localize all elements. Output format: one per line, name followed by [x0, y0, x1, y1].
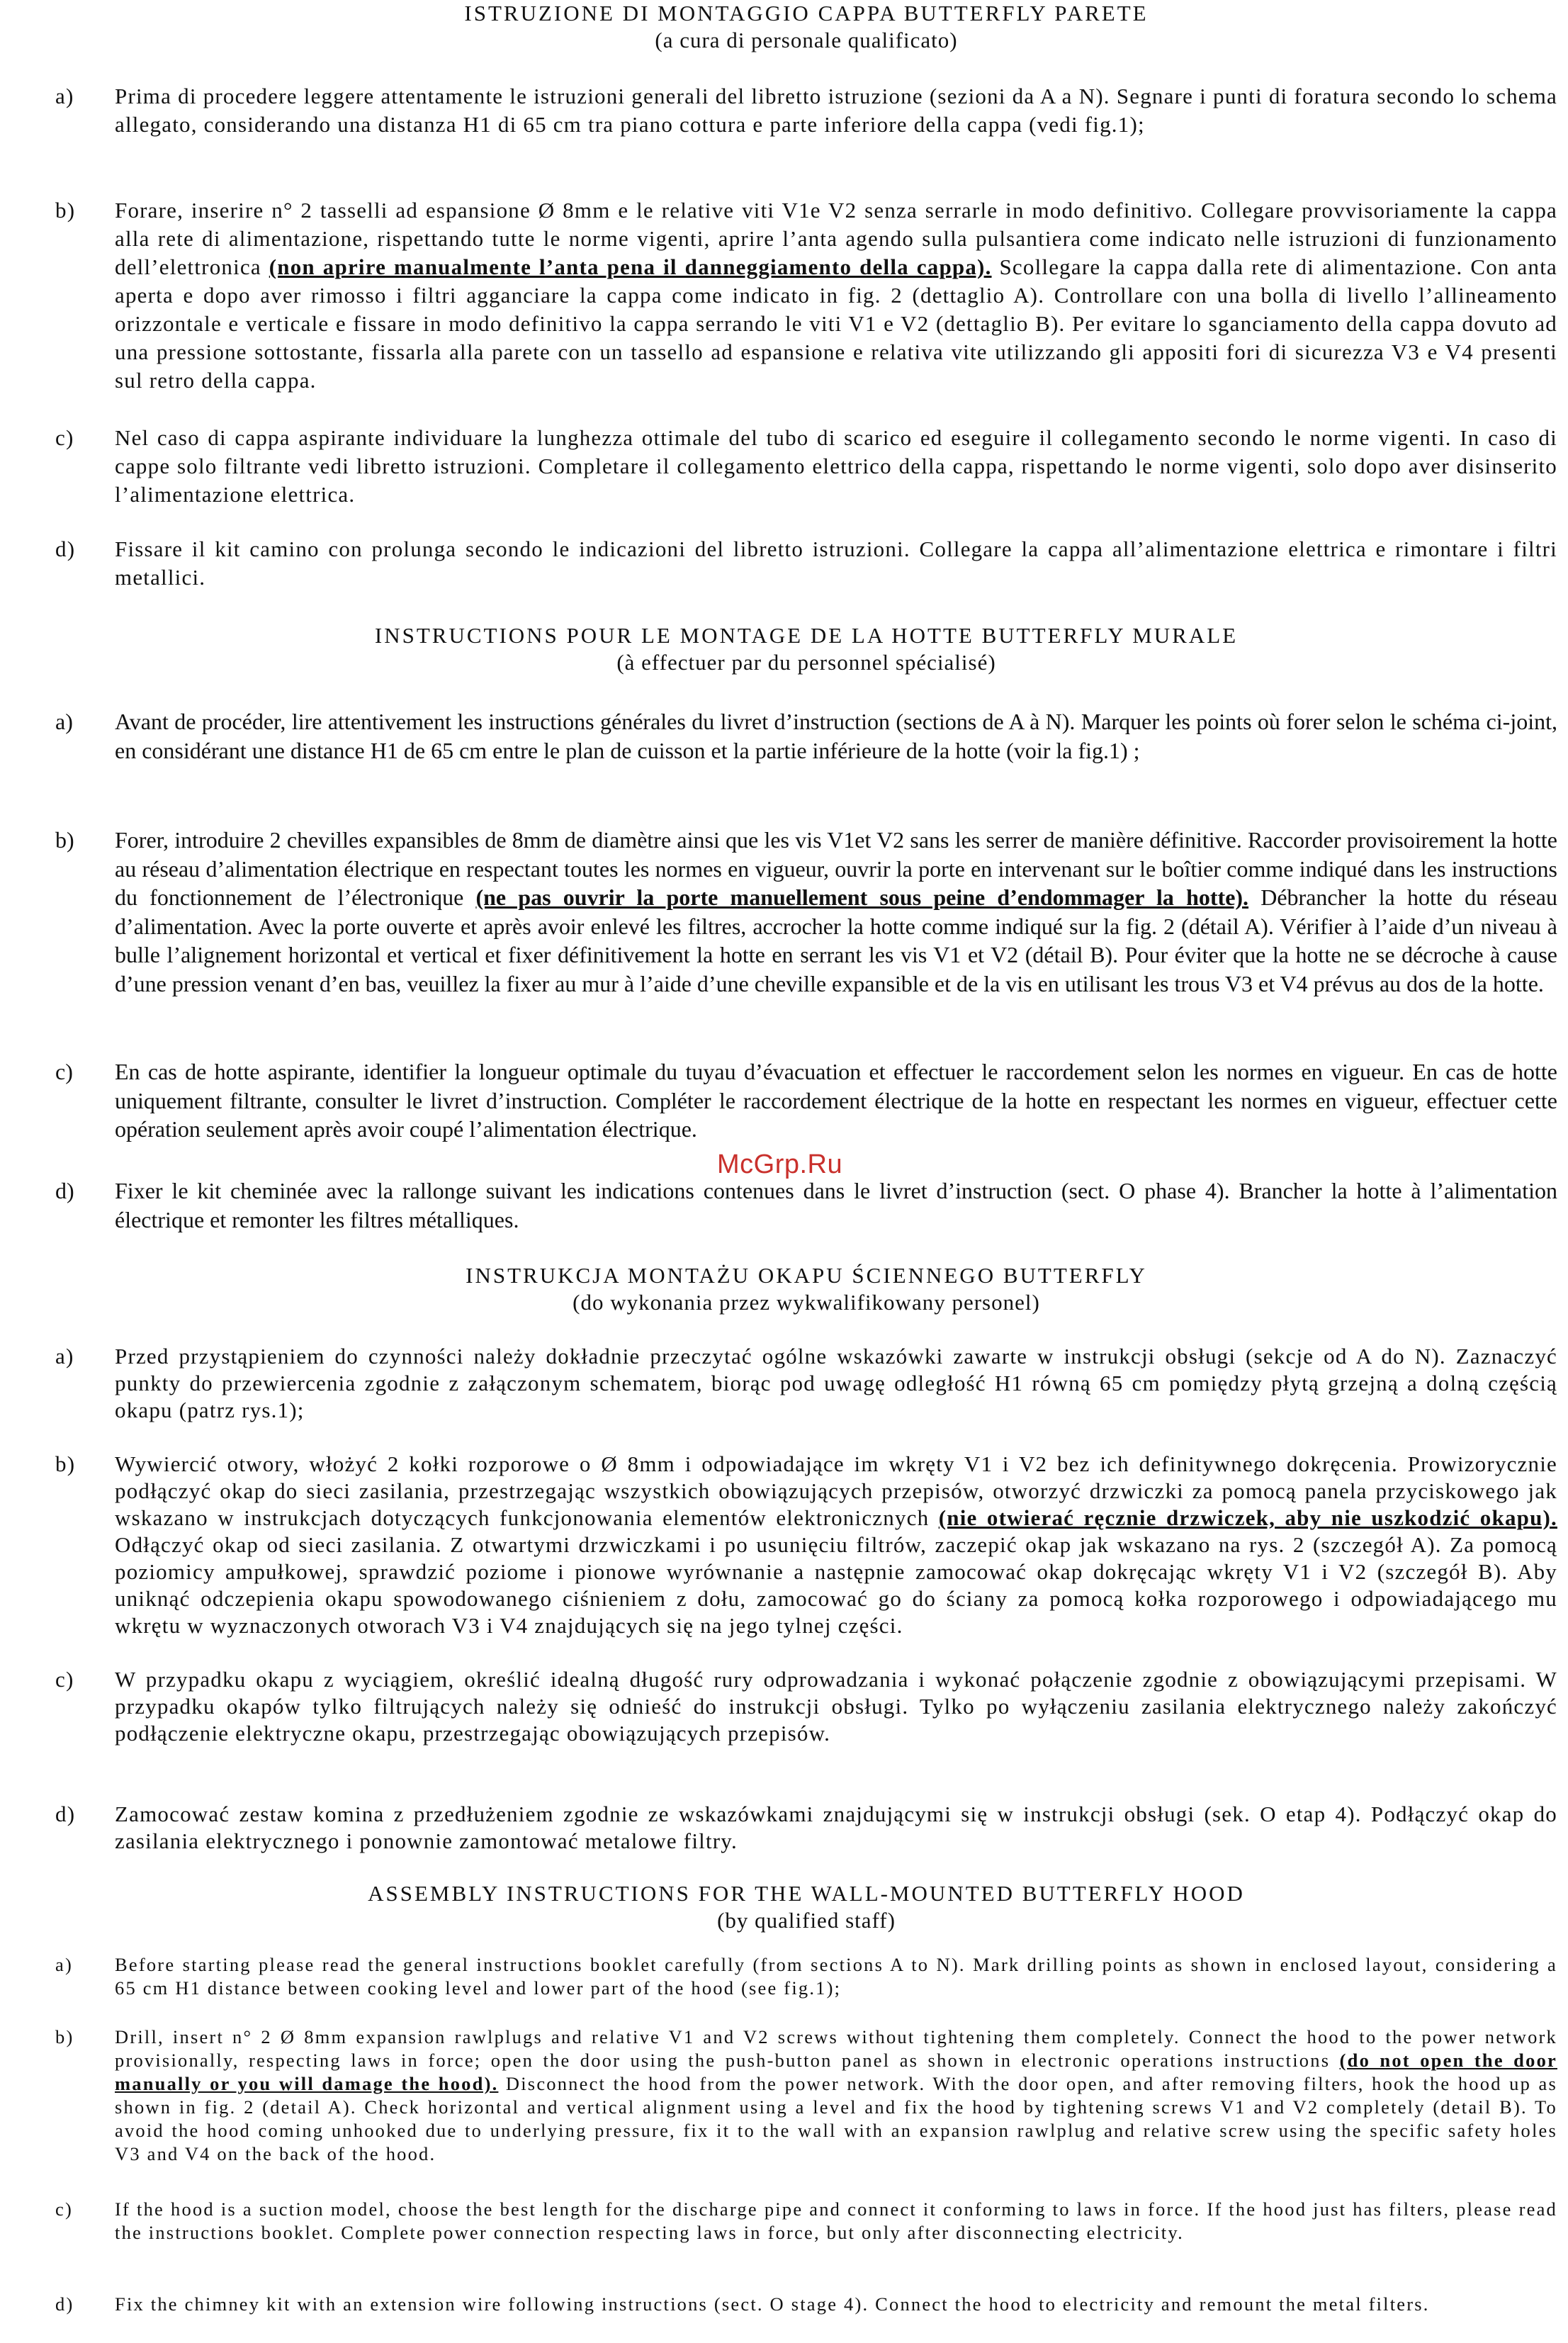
item-label: a) — [55, 84, 74, 108]
instruction-item-b — [55, 1451, 1557, 1639]
section-subtitle: (a cura di personale qualificato) — [655, 28, 958, 52]
item-text — [115, 1451, 1557, 1639]
section-polish — [55, 1262, 1557, 1853]
item-label: a) — [55, 1954, 73, 1975]
instruction-item-b — [55, 2025, 1557, 2166]
section-subtitle: (à effectuer par du personnel spécialisé) — [616, 650, 996, 675]
instruction-item-d — [55, 535, 1557, 592]
item-text: Prima di procedere leggere attentamente le istruzioni generali del libretto istruzione (sezioni da A a N). Segnare i punti di foratura secondo lo schema allegato, considerando una distanza H1 di 65 cm tra piano cottura e parte inferiore della cappa (vedi fig.1); — [115, 84, 1557, 137]
instruction-item-a — [55, 707, 1557, 765]
section-title: INSTRUKCJA MONTAŻU OKAPU ŚCIENNEGO BUTTERFLY — [466, 1263, 1147, 1288]
item-label: c) — [55, 1059, 73, 1084]
warning-text: (ne pas ouvrir la porte manuellement sous peine d’endommager la hotte). — [475, 884, 1249, 910]
instruction-item-a — [55, 1343, 1557, 1424]
item-label: d) — [55, 536, 76, 561]
item-label: d) — [55, 1178, 74, 1203]
section-italian — [55, 0, 1557, 590]
item-text: If the hood is a suction model, choose the best length for the discharge pipe and connect it conforming to laws in force. If the hood just has filters, please read the instructions booklet. Complete power connection respecting laws in force, but only after disconnecting electricity. — [115, 2198, 1557, 2243]
section-heading — [55, 1262, 1557, 1316]
instruction-item-b — [55, 196, 1557, 395]
item-text: Fissare il kit camino con prolunga secondo le indicazioni del libretto istruzioni. Collegare la cappa all’alimentazione elettrica e rimontare i filtri metallici. — [115, 536, 1557, 590]
warning-text: (nie otwierać ręcznie drzwiczek, aby nie uszkodzić okapu). — [938, 1505, 1557, 1530]
item-label: a) — [55, 709, 73, 734]
section-subtitle: (do wykonania przez wykwalifikowany personel) — [573, 1290, 1040, 1315]
instruction-item-d — [55, 2293, 1557, 2316]
section-subtitle: (by qualified staff) — [717, 1908, 896, 1933]
instruction-item-b — [55, 826, 1557, 998]
item-text: Before starting please read the general instructions booklet carefully (from sections A to N). Mark drilling points as shown in enclosed layout, considering a 65 cm H1 distance between cooking level and lower part of the hood (see fig.1); — [115, 1954, 1557, 1999]
item-label: b) — [55, 1451, 76, 1476]
item-label: b) — [55, 2026, 74, 2047]
item-label: a) — [55, 1344, 74, 1369]
item-text: Fixer le kit cheminée avec la rallonge suivant les indications contenues dans le livret d’instruction (sect. O phase 4). Brancher la hotte à l’alimentation électrique et remonter les filtres métalliques. — [115, 1178, 1557, 1232]
item-text-part: Drill, insert n° 2 Ø 8mm expansion rawlplugs and relative V1 and V2 screws without tightening them completely. Connect the hood to the power network provisionally, respecting laws in force; open the door using the push-button panel as shown in electronic operations instructions — [115, 2026, 1557, 2071]
item-text: Avant de procéder, lire attentivement les instructions générales du livret d’instruction (sections de A à N). Marquer les points où forer selon le schéma ci-joint, en considérant une distance H1 de 65 cm entre le plan de cuisson et la partie inférieure de la hotte (voir la fig.1) ; — [115, 709, 1557, 763]
warning-text: (non aprire manualmente l’anta pena il danneggiamento della cappa). — [269, 254, 992, 279]
instruction-item-c — [55, 2198, 1557, 2244]
instruction-item-c — [55, 1666, 1557, 1747]
item-text: Przed przystąpieniem do czynności należy dokładnie przeczytać ogólne wskazówki zawarte w instrukcji obsługi (sekcje od A do N). Zaznaczyć punkty do przewiercenia zgodnie z załączonym schematem, biorąc pod uwagę odległość H1 równą 65 cm pomiędzy płytą grzejną a dolną częścią okapu (patrz rys.1); — [115, 1344, 1557, 1422]
item-label: c) — [55, 2198, 73, 2220]
section-english — [55, 1880, 1557, 2315]
section-title: ASSEMBLY INSTRUCTIONS FOR THE WALL-MOUNTED BUTTERFLY HOOD — [368, 1881, 1245, 1906]
section-title: INSTRUCTIONS POUR LE MONTAGE DE LA HOTTE BUTTERFLY MURALE — [374, 623, 1239, 648]
item-text — [115, 196, 1557, 395]
instruction-item-d — [55, 1176, 1557, 1234]
item-text-part: Wywiercić otwory, włożyć 2 kołki rozporowe o Ø 8mm i odpowiadające im wkręty V1 i V2 bez ich definitywnego dokręcenia. Prowizorycznie podłączyć okap do sieci zasilania, przestrzegając wszystkich obowiązujących przepisów, otworzyć drzwiczki za pomocą panela przyciskowego jak wskazano w instrukcjach dotyczących funkcjonowania elementów elektronicznych — [115, 1451, 1557, 1530]
watermark: McGrp.Ru — [717, 1150, 843, 1179]
item-text-part: Forer, introduire 2 chevilles expansibles de 8mm de diamètre ainsi que les vis V1et V2 sans les serrer de manière définitive. Raccorder provisoirement la hotte au réseau d’alimentation électrique en respectant toutes les normes en vigueur, ouvrir la porte en intervenant sur le boîtier comme indiqué dans les instructions du fonctionnement de l’électronique — [115, 827, 1557, 910]
item-text-part: Disconnect the hood from the power network. With the door open, and after removing filters, hook the hood up as shown in fig. 2 (detail A). Check horizontal and vertical alignment using a level and fix the hood by tightening screws V1 and V2 completely (detail B). To avoid the hood coming unhooked due to underlying pressure, fix it to the wall with an expansion rawlplug and relative screw using the specific safety holes V3 and V4 on the back of the hood. — [115, 2073, 1557, 2164]
item-text: W przypadku okapu z wyciągiem, określić idealną długość rury odprowadzania i wykonać połączenie zgodnie z obowiązującymi przepisami. W przypadku okapów tylko filtrujących należy się odnieść do instrukcji obsługi. Tylko po wyłączeniu zasilania elektrycznego należy zakończyć podłączenie elektryczne okapu, przestrzegając obowiązujących przepisów. — [115, 1667, 1557, 1746]
instruction-item-a — [55, 82, 1557, 139]
item-label: d) — [55, 1802, 76, 1826]
instruction-item-c — [55, 424, 1557, 509]
item-text — [115, 2025, 1557, 2166]
section-heading — [55, 1880, 1557, 1934]
item-label: d) — [55, 2293, 74, 2315]
item-label: b) — [55, 827, 74, 853]
item-label: b) — [55, 198, 76, 223]
item-text: Nel caso di cappa aspirante individuare la lunghezza ottimale del tubo di scarico ed eseguire il collegamento secondo le norme vigenti. In caso di cappe solo filtrante vedi libretto istruzioni. Completare il collegamento elettrico della cappa, rispettando le norme vigenti, solo dopo aver disinserito l’alimentazione elettrica. — [115, 425, 1557, 507]
item-text-part: Forare, inserire n° 2 tasselli ad espansione Ø 8mm e le relative viti V1e V2 senza serrarle in modo definitivo. Collegare provvisoriamente la cappa alla rete di alimentazione, rispettando tutte le norme vigenti, aprire l’anta agendo sulla pulsantiera come indicato nelle istruzioni di funzionamento dell’elettronica — [115, 198, 1557, 279]
item-label: c) — [55, 425, 74, 450]
section-heading — [55, 0, 1557, 54]
item-text — [115, 826, 1557, 998]
item-label: c) — [55, 1667, 74, 1692]
instruction-item-a — [55, 1953, 1557, 2000]
item-text: Fix the chimney kit with an extension wire following instructions (sect. O stage 4). Connect the hood to electricity and remount the metal filters. — [115, 2293, 1430, 2315]
warning-text: (do not open the door manually or you will damage the hood). — [115, 2050, 1557, 2094]
item-text: Zamocować zestaw komina z przedłużeniem zgodnie ze wskazówkami znajdującymi się w instrukcji obsługi (sek. O etap 4). Podłączyć okap do zasilania elektrycznego i ponownie zamontować metalowe filtry. — [115, 1802, 1557, 1853]
item-text-part: Débrancher la hotte du réseau d’alimentation. Avec la porte ouverte et après avoir enlevé les filtres, accrocher la hotte comme indiqué sur la fig. 2 (détail A). Vérifier à l’aide d’un niveau à bulle l’alignement horizontal et vertical et fixer définitivement la hotte en serrant les vis V1 et V2 (détail B). Pour éviter que la hotte ne se décroche à cause d’une pression venant d’en bas, veuillez la fixer au mur à l’aide d’une cheville expansible et de la vis en utilisant les trous V3 et V4 prévus au dos de la hotte. — [115, 884, 1558, 996]
instruction-item-c — [55, 1057, 1557, 1144]
item-text: En cas de hotte aspirante, identifier la longueur optimale du tuyau d’évacuation et effectuer le raccordement selon les normes en vigueur. En cas de hotte uniquement filtrante, consulter le livret d’instruction. Compléter le raccordement électrique de la hotte en respectant les normes en vigueur, effectuer cette opération seulement après avoir coupé l’alimentation électrique. — [115, 1059, 1557, 1142]
item-text-part: Odłączyć okap od sieci zasilania. Z otwartymi drzwiczkami i po usunięciu filtrów, zaczepić okap jak wskazano na rys. 2 (szczegół A). Za pomocą poziomicy ampułkowej, sprawdzić poziome i pionowe wyrównanie a następnie zamocować okap dokręcając wkręty V1 i V2 (szczegół B). Aby uniknąć odczepienia okapu spowodowanego ciśnieniem z dołu, zamocować go do ściany za pomocą kołka rozporowego i odpowiadającego mu wkrętu w wyznaczonych otworach V3 i V4 znajdujących się na jego tylnej części. — [115, 1532, 1557, 1638]
instruction-item-d — [55, 1801, 1557, 1855]
section-title: ISTRUZIONE DI MONTAGGIO CAPPA BUTTERFLY PARETE — [464, 1, 1149, 26]
section-heading — [55, 622, 1557, 676]
item-text-part: Scollegare la cappa dalla rete di alimentazione. Con anta aperta e dopo aver rimosso i filtri agganciare la cappa come indicato in fig. 2 (dettaglio A). Controllare con una bolla di livello l’allineamento orizzontale e verticale e fissare in modo definitivo la cappa serrando le viti V1 e V2 (dettaglio B). Per evitare lo sganciamento della cappa dovuto ad una pressione sottostante, fissarla alla parete con un tassello ad espansione e relativa vite utilizzando gli appositi fori di sicurezza V3 e V4 presenti sul retro della cappa. — [115, 254, 1557, 393]
